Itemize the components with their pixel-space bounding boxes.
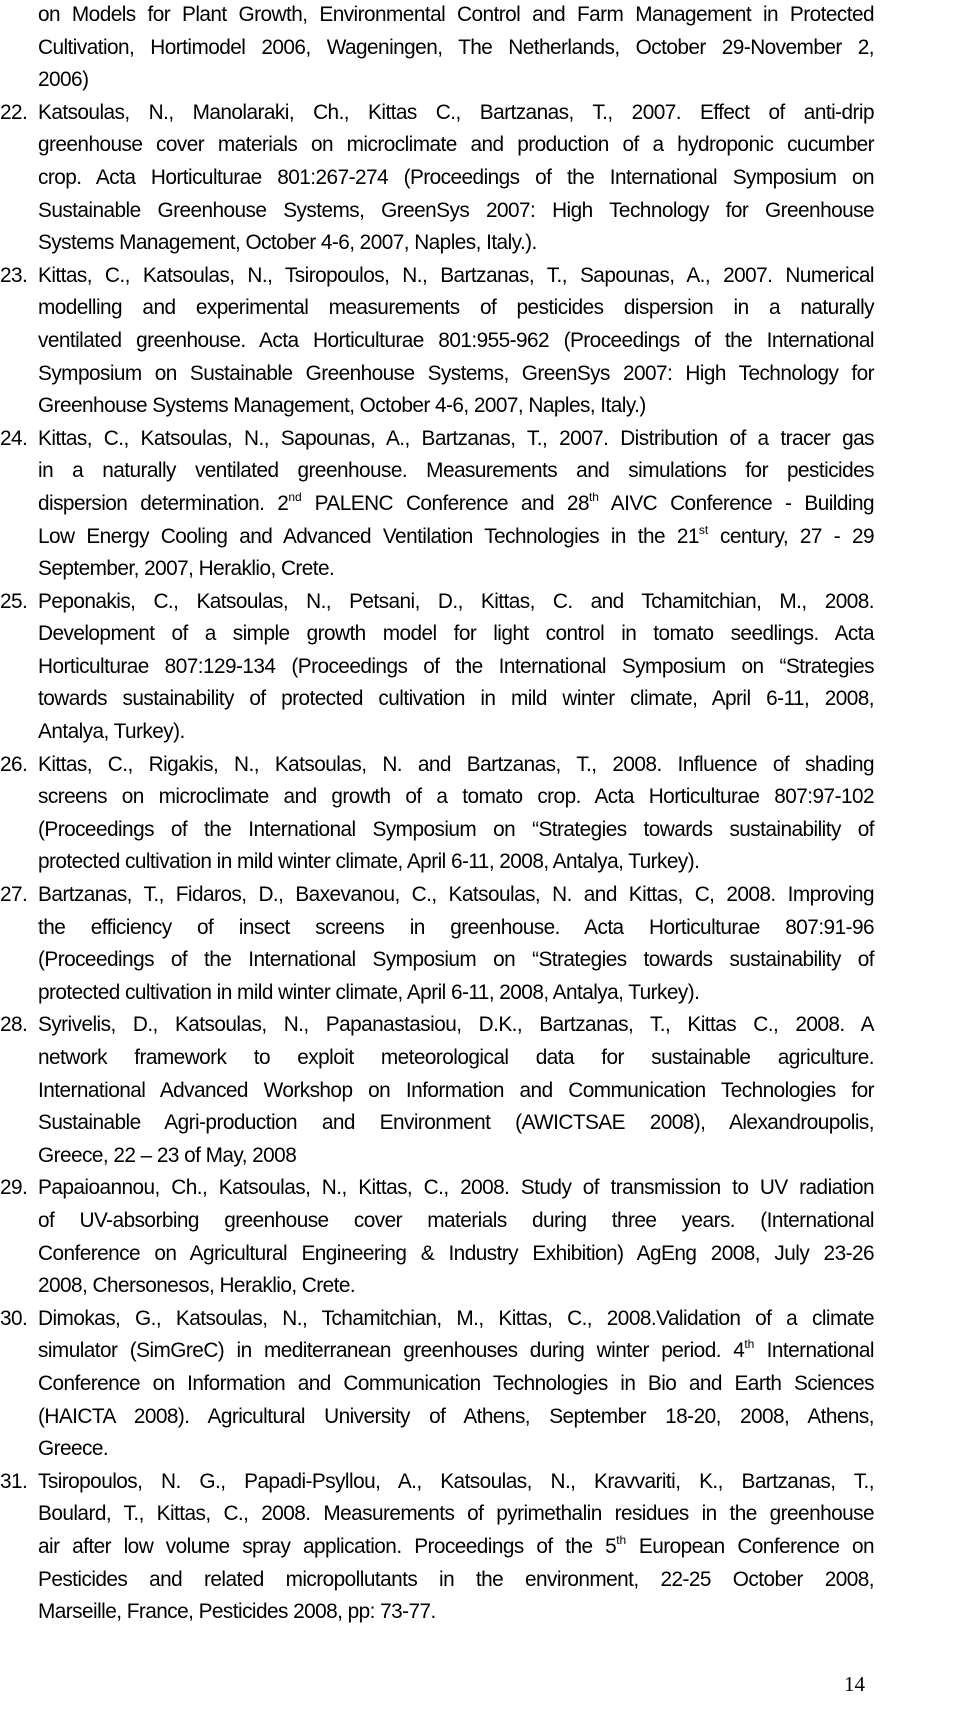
reference-number: 26. — [0, 752, 28, 776]
reference-item — [0, 1303, 874, 1466]
reference-number: 27. — [0, 883, 28, 907]
text-line: of UV-absorbing greenhouse cover materials during three years. (International — [38, 1208, 874, 1232]
reference-item — [0, 423, 874, 586]
reference-number: 31. — [0, 1469, 28, 1493]
text-line: Greenhouse Systems Management, October 4-6, 2007, Naples, Italy.) — [38, 394, 646, 418]
reference-number: 25. — [0, 589, 28, 613]
text-line: Bartzanas, T., Fidaros, D., Baxevanou, C., Katsoulas, N. and Kittas, C, 2008. Improving — [38, 883, 874, 907]
reference-number: 23. — [0, 263, 28, 287]
reference-item — [0, 260, 874, 423]
reference-item — [0, 97, 874, 260]
reference-item — [0, 749, 874, 879]
text-line: Boulard, T., Kittas, C., 2008. Measurements of pyrimethalin residues in the greenhouse — [38, 1502, 874, 1526]
text-line: (Proceedings of the International Symposium on “Strategies towards sustainability of — [38, 817, 874, 841]
text-line: Greece. — [38, 1437, 109, 1461]
text-line: 2008, Chersonesos, Heraklio, Crete. — [38, 1274, 356, 1298]
text-line: Dimokas, G., Katsoulas, N., Tchamitchian, M., Kittas, C., 2008.Validation of a climate — [38, 1306, 874, 1330]
text-line: crop. Acta Horticulturae 801:267-274 (Proceedings of the International Symposium on — [38, 165, 874, 189]
text-line: (HAICTA 2008). Agricultural University of Athens, September 18-20, 2008, Athens, — [38, 1404, 874, 1428]
text-line: dispersion determination. 2nd PALENC Conference and 28th AIVC Conference - Building — [38, 489, 874, 515]
text-line: in a naturally ventilated greenhouse. Measurements and simulations for pesticides — [38, 459, 874, 483]
text-line: International Advanced Workshop on Information and Communication Technologies for — [38, 1078, 874, 1102]
reference-number: 30. — [0, 1306, 28, 1330]
text-line: towards sustainability of protected cultivation in mild winter climate, April 6-11, 2008, — [38, 687, 874, 711]
reference-item — [0, 1009, 874, 1172]
text-line: Sustainable Greenhouse Systems, GreenSys 2007: High Technology for Greenhouse — [38, 198, 874, 222]
text-line: September, 2007, Heraklio, Crete. — [38, 557, 335, 581]
text-line: Cultivation, Hortimodel 2006, Wageningen, The Netherlands, October 29-November 2, — [38, 35, 874, 59]
reference-number: 28. — [0, 1013, 28, 1037]
text-line: Marseille, France, Pesticides 2008, pp: 73-77. — [38, 1600, 436, 1624]
text-line: Syrivelis, D., Katsoulas, N., Papanastasiou, D.K., Bartzanas, T., Kittas C., 2008. A — [38, 1013, 874, 1037]
text-line: air after low volume spray application. Proceedings of the 5th European Conference on — [38, 1532, 875, 1558]
text-line: Kittas, C., Katsoulas, N., Sapounas, A., Bartzanas, T., 2007. Distribution of a tracer gas — [38, 426, 874, 450]
text-line: greenhouse cover materials on microclimate and production of a hydroponic cucumber — [38, 133, 874, 157]
reference-number: 22. — [0, 100, 28, 124]
text-line: Horticulturae 807:129-134 (Proceedings of the International Symposium on “Strategies — [38, 654, 874, 678]
reference-item — [0, 1172, 874, 1302]
text-line: on Models for Plant Growth, Environmental Control and Farm Management in Protected — [38, 3, 874, 26]
text-line: Peponakis, C., Katsoulas, N., Petsani, D., Kittas, C. and Tchamitchian, M., 2008. — [38, 589, 874, 613]
text-line: Symposium on Sustainable Greenhouse Systems, GreenSys 2007: High Technology for — [38, 361, 874, 385]
text-line: modelling and experimental measurements of pesticides dispersion in a naturally — [38, 296, 874, 320]
text-line: (Proceedings of the International Symposium on “Strategies towards sustainability of — [38, 948, 874, 972]
text-line: Tsiropoulos, N. G., Papadi-Psyllou, A., Katsoulas, N., Kravvariti, K., Bartzanas, T., — [38, 1469, 874, 1493]
text-line: Low Energy Cooling and Advanced Ventilation Technologies in the 21st century, 27 - 29 — [38, 522, 874, 548]
text-line: simulator (SimGreC) in mediterranean greenhouses during winter period. 4th International — [38, 1337, 874, 1363]
reference-item — [0, 586, 874, 749]
text-line: network framework to exploit meteorological data for sustainable agriculture. — [38, 1046, 874, 1069]
text-line: Papaioannou, Ch., Katsoulas, N., Kittas, C., 2008. Study of transmission to UV radiation — [38, 1176, 874, 1200]
text-line: Greece, 22 – 23 of May, 2008 — [38, 1143, 297, 1167]
text-line: Pesticides and related micropollutants in the environment, 22-25 October 2008, — [38, 1567, 874, 1591]
text-line: Sustainable Agri-production and Environment (AWICTSAE 2008), Alexandroupolis, — [38, 1111, 874, 1135]
reference-item — [0, 879, 874, 1009]
text-line: Development of a simple growth model for light control in tomato seedlings. Acta — [38, 622, 874, 646]
text-line: protected cultivation in mild winter climate, April 6-11, 2008, Antalya, Turkey). — [38, 850, 700, 874]
text-line: Kittas, C., Katsoulas, N., Tsiropoulos, N., Bartzanas, T., Sapounas, A., 2007. Numerical — [38, 263, 874, 287]
text-line: Kittas, C., Rigakis, N., Katsoulas, N. and Bartzanas, T., 2008. Influence of shading — [38, 752, 874, 776]
text-line: protected cultivation in mild winter climate, April 6-11, 2008, Antalya, Turkey). — [38, 980, 700, 1004]
text-line: Conference on Information and Communication Technologies in Bio and Earth Sciences — [38, 1371, 874, 1395]
text-line: 2006) — [38, 68, 89, 92]
text-line: Conference on Agricultural Engineering & Industry Exhibition) AgEng 2008, July 23-26 — [38, 1241, 874, 1265]
text-line: Systems Management, October 4-6, 2007, Naples, Italy.). — [38, 231, 537, 255]
text-line: Katsoulas, N., Manolaraki, Ch., Kittas C., Bartzanas, T., 2007. Effect of anti-drip — [38, 100, 874, 124]
text-line: ventilated greenhouse. Acta Horticulturae 801:955-962 (Proceedings of the International — [38, 328, 874, 352]
text-line: Antalya, Turkey). — [38, 720, 185, 744]
reference-number: 24. — [0, 426, 28, 450]
reference-item — [0, 1466, 875, 1629]
reference-number: 29. — [0, 1176, 28, 1200]
text-line: screens on microclimate and growth of a tomato crop. Acta Horticulturae 807:97-102 — [38, 785, 874, 809]
page-number: 14 — [844, 1672, 865, 1696]
text-line: the efficiency of insect screens in greenhouse. Acta Horticulturae 807:91-96 — [38, 915, 874, 939]
reference-continuation — [38, 0, 874, 97]
